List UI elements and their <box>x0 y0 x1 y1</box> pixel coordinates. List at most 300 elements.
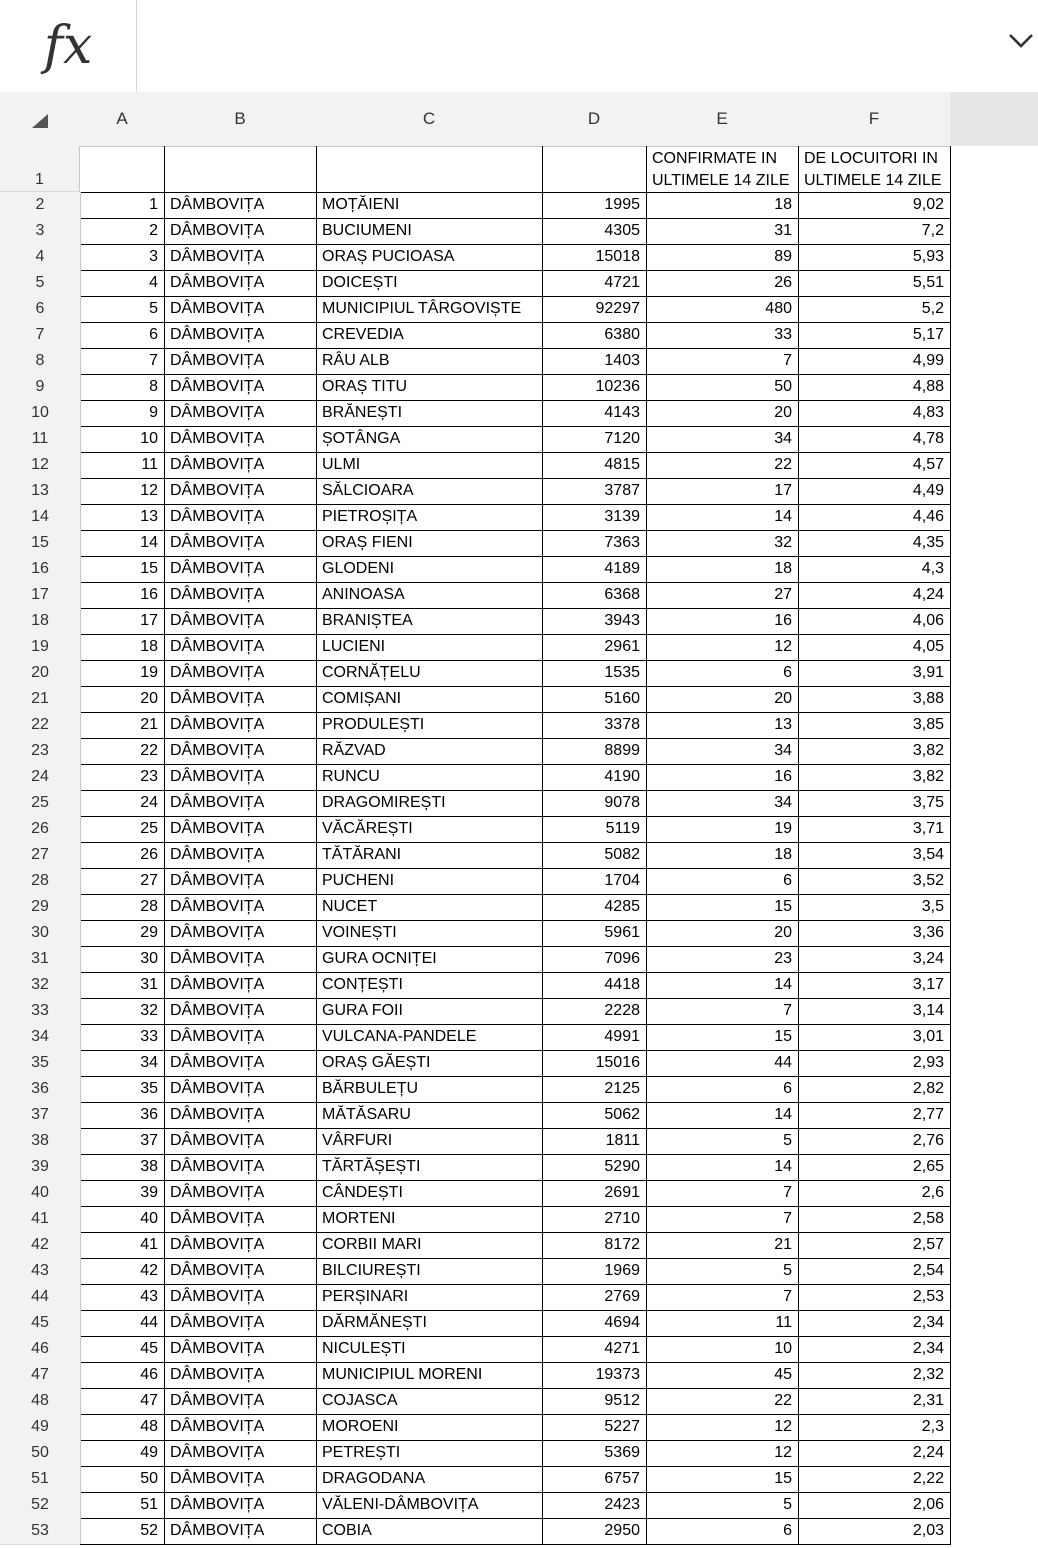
table-cell[interactable]: 34 <box>646 426 799 453</box>
row-header[interactable]: 51 <box>0 1466 81 1493</box>
row-header[interactable]: 25 <box>0 790 81 817</box>
table-cell[interactable]: DÂMBOVIȚA <box>164 868 317 895</box>
table-cell[interactable]: 17 <box>646 478 799 505</box>
table-cell[interactable]: DÂMBOVIȚA <box>164 374 317 401</box>
table-cell[interactable]: DÂMBOVIȚA <box>164 452 317 479</box>
formula-input[interactable] <box>137 0 987 92</box>
table-cell[interactable]: 7 <box>80 348 165 375</box>
table-cell[interactable]: 3,52 <box>798 868 951 895</box>
table-cell[interactable]: 4 <box>80 270 165 297</box>
table-cell[interactable]: 4305 <box>542 218 647 245</box>
table-cell[interactable]: 89 <box>646 244 799 271</box>
table-cell[interactable]: 12 <box>646 634 799 661</box>
table-cell[interactable]: 36 <box>80 1102 165 1129</box>
table-cell[interactable]: DÂMBOVIȚA <box>164 1102 317 1129</box>
table-cell[interactable]: 20 <box>80 686 165 713</box>
table-cell[interactable]: MUNICIPIUL MORENI <box>316 1362 543 1389</box>
table-cell[interactable]: 2691 <box>542 1180 647 1207</box>
table-cell[interactable]: DÂMBOVIȚA <box>164 634 317 661</box>
chevron-down-icon[interactable] <box>1004 24 1038 58</box>
row-header[interactable]: 3 <box>0 218 81 245</box>
table-cell[interactable]: ANINOASA <box>316 582 543 609</box>
table-cell[interactable]: 4,99 <box>798 348 951 375</box>
table-cell[interactable]: VĂCĂREȘTI <box>316 816 543 843</box>
row-header[interactable]: 28 <box>0 868 81 895</box>
row-header[interactable]: 40 <box>0 1180 81 1207</box>
table-cell[interactable]: VÂRFURI <box>316 1128 543 1155</box>
row-header[interactable]: 34 <box>0 1024 81 1051</box>
table-cell[interactable]: SĂLCIOARA <box>316 478 543 505</box>
row-header[interactable]: 16 <box>0 556 81 583</box>
table-cell[interactable]: DÂMBOVIȚA <box>164 218 317 245</box>
table-cell[interactable]: DÂMBOVIȚA <box>164 478 317 505</box>
table-cell[interactable]: ULMI <box>316 452 543 479</box>
table-cell[interactable]: 2,06 <box>798 1492 951 1519</box>
table-cell[interactable]: 3,01 <box>798 1024 951 1051</box>
table-cell[interactable]: DÂMBOVIȚA <box>164 296 317 323</box>
table-cell[interactable]: 43 <box>80 1284 165 1311</box>
table-cell[interactable]: 5082 <box>542 842 647 869</box>
row-header[interactable]: 22 <box>0 712 81 739</box>
table-cell[interactable]: 18 <box>646 192 799 219</box>
table-cell[interactable]: VULCANA-PANDELE <box>316 1024 543 1051</box>
table-cell[interactable]: 8172 <box>542 1232 647 1259</box>
table-cell[interactable]: DÂMBOVIȚA <box>164 608 317 635</box>
table-cell[interactable]: DÂMBOVIȚA <box>164 1024 317 1051</box>
row-header[interactable]: 39 <box>0 1154 81 1181</box>
table-cell[interactable]: 37 <box>80 1128 165 1155</box>
table-cell[interactable]: DÂMBOVIȚA <box>164 816 317 843</box>
table-cell[interactable]: 2,3 <box>798 1414 951 1441</box>
table-cell[interactable]: 2,54 <box>798 1258 951 1285</box>
table-cell[interactable]: 21 <box>646 1232 799 1259</box>
table-cell[interactable]: 50 <box>646 374 799 401</box>
row-header[interactable]: 13 <box>0 478 81 505</box>
table-cell[interactable]: 5369 <box>542 1440 647 1467</box>
table-cell[interactable]: 1995 <box>542 192 647 219</box>
table-cell[interactable]: 4,24 <box>798 582 951 609</box>
table-cell[interactable]: 14 <box>80 530 165 557</box>
row-header[interactable]: 45 <box>0 1310 81 1337</box>
table-cell[interactable]: 4991 <box>542 1024 647 1051</box>
table-cell[interactable]: 14 <box>646 1102 799 1129</box>
table-cell[interactable]: 15 <box>646 1024 799 1051</box>
table-cell[interactable]: DÂMBOVIȚA <box>164 738 317 765</box>
table-cell[interactable]: MOROENI <box>316 1414 543 1441</box>
row-header[interactable]: 43 <box>0 1258 81 1285</box>
table-cell[interactable]: 11 <box>80 452 165 479</box>
table-cell[interactable]: DÂMBOVIȚA <box>164 582 317 609</box>
table-cell[interactable]: DÂMBOVIȚA <box>164 504 317 531</box>
table-cell[interactable]: 41 <box>80 1232 165 1259</box>
table-cell[interactable]: 2,53 <box>798 1284 951 1311</box>
table-cell[interactable]: 30 <box>80 946 165 973</box>
table-cell[interactable]: PERȘINARI <box>316 1284 543 1311</box>
table-cell[interactable]: DÂMBOVIȚA <box>164 998 317 1025</box>
table-cell[interactable]: 13 <box>80 504 165 531</box>
table-cell[interactable]: 7 <box>646 348 799 375</box>
table-cell[interactable]: 27 <box>646 582 799 609</box>
table-cell[interactable]: 4721 <box>542 270 647 297</box>
header-cell-f[interactable]: DE LOCUITORI IN ULTIMELE 14 ZILE <box>798 146 951 193</box>
table-cell[interactable]: 3,82 <box>798 764 951 791</box>
table-cell[interactable]: 51 <box>80 1492 165 1519</box>
table-cell[interactable]: 15 <box>646 1466 799 1493</box>
row-header[interactable]: 8 <box>0 348 81 375</box>
table-cell[interactable]: PUCHENI <box>316 868 543 895</box>
table-cell[interactable]: 3,82 <box>798 738 951 765</box>
table-cell[interactable]: 14 <box>646 1154 799 1181</box>
table-cell[interactable]: 6380 <box>542 322 647 349</box>
table-cell[interactable]: DÂMBOVIȚA <box>164 426 317 453</box>
table-cell[interactable]: 15 <box>646 894 799 921</box>
table-cell[interactable]: DÂMBOVIȚA <box>164 1310 317 1337</box>
table-cell[interactable]: 4285 <box>542 894 647 921</box>
row-header[interactable]: 49 <box>0 1414 81 1441</box>
table-cell[interactable]: 3,71 <box>798 816 951 843</box>
table-cell[interactable]: BRĂNEȘTI <box>316 400 543 427</box>
table-cell[interactable]: 4189 <box>542 556 647 583</box>
table-cell[interactable]: 2,58 <box>798 1206 951 1233</box>
table-cell[interactable]: 7120 <box>542 426 647 453</box>
table-cell[interactable]: 44 <box>80 1310 165 1337</box>
table-cell[interactable]: 2950 <box>542 1518 647 1545</box>
table-cell[interactable]: 12 <box>646 1440 799 1467</box>
table-cell[interactable]: CREVEDIA <box>316 322 543 349</box>
table-cell[interactable]: 2,32 <box>798 1362 951 1389</box>
table-cell[interactable]: 4,83 <box>798 400 951 427</box>
table-cell[interactable]: DÂMBOVIȚA <box>164 660 317 687</box>
row-header[interactable]: 27 <box>0 842 81 869</box>
table-cell[interactable]: 10236 <box>542 374 647 401</box>
table-cell[interactable]: 480 <box>646 296 799 323</box>
table-cell[interactable]: NICULEȘTI <box>316 1336 543 1363</box>
table-cell[interactable]: CÂNDEȘTI <box>316 1180 543 1207</box>
table-cell[interactable]: 29 <box>80 920 165 947</box>
table-cell[interactable]: 3 <box>80 244 165 271</box>
table-cell[interactable]: 4815 <box>542 452 647 479</box>
table-cell[interactable]: 19373 <box>542 1362 647 1389</box>
table-cell[interactable]: DÂMBOVIȚA <box>164 1050 317 1077</box>
table-cell[interactable]: 6 <box>646 660 799 687</box>
row-header[interactable]: 38 <box>0 1128 81 1155</box>
table-cell[interactable]: 5119 <box>542 816 647 843</box>
table-cell[interactable]: NUCET <box>316 894 543 921</box>
table-cell[interactable]: 22 <box>646 452 799 479</box>
table-cell[interactable]: 3,24 <box>798 946 951 973</box>
table-cell[interactable]: CONȚEȘTI <box>316 972 543 999</box>
row-header[interactable]: 35 <box>0 1050 81 1077</box>
table-cell[interactable]: DÂMBOVIȚA <box>164 322 317 349</box>
table-cell[interactable]: 2125 <box>542 1076 647 1103</box>
table-cell[interactable]: 11 <box>646 1310 799 1337</box>
row-header[interactable]: 14 <box>0 504 81 531</box>
table-cell[interactable]: DÂMBOVIȚA <box>164 1336 317 1363</box>
table-cell[interactable]: DÂMBOVIȚA <box>164 1362 317 1389</box>
table-cell[interactable]: 22 <box>646 1388 799 1415</box>
table-cell[interactable]: 10 <box>646 1336 799 1363</box>
table-cell[interactable]: DÂMBOVIȚA <box>164 556 317 583</box>
table-cell[interactable]: CORBII MARI <box>316 1232 543 1259</box>
table-cell[interactable]: 8 <box>80 374 165 401</box>
table-cell[interactable]: 7 <box>646 998 799 1025</box>
table-cell[interactable]: 5 <box>646 1258 799 1285</box>
column-header-d[interactable]: D <box>542 92 647 147</box>
row-header[interactable]: 48 <box>0 1388 81 1415</box>
row-header[interactable]: 17 <box>0 582 81 609</box>
table-cell[interactable]: GURA OCNIȚEI <box>316 946 543 973</box>
table-cell[interactable]: 16 <box>80 582 165 609</box>
table-cell[interactable]: 5,51 <box>798 270 951 297</box>
table-cell[interactable]: RUNCU <box>316 764 543 791</box>
table-cell[interactable]: PIETROȘIȚA <box>316 504 543 531</box>
row-header[interactable]: 52 <box>0 1492 81 1519</box>
table-cell[interactable]: 50 <box>80 1466 165 1493</box>
table-cell[interactable]: DÂMBOVIȚA <box>164 1492 317 1519</box>
table-cell[interactable]: 2,31 <box>798 1388 951 1415</box>
table-cell[interactable]: 9,02 <box>798 192 951 219</box>
table-cell[interactable]: DÂMBOVIȚA <box>164 192 317 219</box>
table-cell[interactable]: PETREȘTI <box>316 1440 543 1467</box>
table-cell[interactable]: 33 <box>80 1024 165 1051</box>
table-cell[interactable]: 3,14 <box>798 998 951 1025</box>
row-header[interactable]: 10 <box>0 400 81 427</box>
row-header[interactable]: 41 <box>0 1206 81 1233</box>
table-cell[interactable]: 5 <box>646 1128 799 1155</box>
table-cell[interactable]: 24 <box>80 790 165 817</box>
table-cell[interactable]: DÂMBOVIȚA <box>164 712 317 739</box>
table-cell[interactable]: DÂMBOVIȚA <box>164 1180 317 1207</box>
table-cell[interactable]: 5,2 <box>798 296 951 323</box>
table-cell[interactable]: 3,91 <box>798 660 951 687</box>
column-header-f[interactable]: F <box>798 92 951 147</box>
header-cell-c[interactable] <box>316 146 543 193</box>
row-header[interactable]: 42 <box>0 1232 81 1259</box>
table-cell[interactable]: DÂMBOVIȚA <box>164 946 317 973</box>
table-cell[interactable]: 5961 <box>542 920 647 947</box>
table-cell[interactable]: 20 <box>646 686 799 713</box>
select-all-corner[interactable] <box>0 92 81 147</box>
table-cell[interactable]: 4,46 <box>798 504 951 531</box>
table-cell[interactable]: GURA FOII <box>316 998 543 1025</box>
column-header-next[interactable] <box>950 92 1038 149</box>
table-cell[interactable]: 1811 <box>542 1128 647 1155</box>
table-cell[interactable]: 7096 <box>542 946 647 973</box>
table-cell[interactable]: 8899 <box>542 738 647 765</box>
table-cell[interactable]: CORNĂȚELU <box>316 660 543 687</box>
table-cell[interactable]: BUCIUMENI <box>316 218 543 245</box>
table-cell[interactable]: 38 <box>80 1154 165 1181</box>
table-cell[interactable]: VOINEȘTI <box>316 920 543 947</box>
table-cell[interactable]: BRANIȘTEA <box>316 608 543 635</box>
table-cell[interactable]: 2,34 <box>798 1336 951 1363</box>
table-cell[interactable]: 17 <box>80 608 165 635</box>
table-cell[interactable]: 31 <box>646 218 799 245</box>
table-cell[interactable]: MĂTĂSARU <box>316 1102 543 1129</box>
table-cell[interactable]: COJASCA <box>316 1388 543 1415</box>
table-cell[interactable]: RÂU ALB <box>316 348 543 375</box>
table-cell[interactable]: ȘOTÂNGA <box>316 426 543 453</box>
row-header[interactable]: 9 <box>0 374 81 401</box>
table-cell[interactable]: TĂRTĂȘEȘTI <box>316 1154 543 1181</box>
row-header[interactable]: 2 <box>0 192 81 219</box>
row-header[interactable]: 47 <box>0 1362 81 1389</box>
table-cell[interactable]: 1969 <box>542 1258 647 1285</box>
table-cell[interactable]: DRAGOMIREȘTI <box>316 790 543 817</box>
table-cell[interactable]: 3,75 <box>798 790 951 817</box>
table-cell[interactable]: 5 <box>80 296 165 323</box>
table-cell[interactable]: 4,57 <box>798 452 951 479</box>
table-cell[interactable]: 3,54 <box>798 842 951 869</box>
table-cell[interactable]: 2228 <box>542 998 647 1025</box>
table-cell[interactable]: 2710 <box>542 1206 647 1233</box>
table-cell[interactable]: 2 <box>80 218 165 245</box>
table-cell[interactable]: 14 <box>646 972 799 999</box>
table-cell[interactable]: DÂMBOVIȚA <box>164 972 317 999</box>
table-cell[interactable]: 6757 <box>542 1466 647 1493</box>
table-cell[interactable]: 7 <box>646 1180 799 1207</box>
row-header[interactable]: 24 <box>0 764 81 791</box>
table-cell[interactable]: 1535 <box>542 660 647 687</box>
table-cell[interactable]: 4,06 <box>798 608 951 635</box>
table-cell[interactable]: 35 <box>80 1076 165 1103</box>
table-cell[interactable]: DÂMBOVIȚA <box>164 270 317 297</box>
table-cell[interactable]: 31 <box>80 972 165 999</box>
table-cell[interactable]: 15018 <box>542 244 647 271</box>
table-cell[interactable]: DOICEȘTI <box>316 270 543 297</box>
row-header[interactable]: 30 <box>0 920 81 947</box>
table-cell[interactable]: 4190 <box>542 764 647 791</box>
row-header[interactable]: 37 <box>0 1102 81 1129</box>
row-header[interactable]: 33 <box>0 998 81 1025</box>
table-cell[interactable]: VĂLENI-DÂMBOVIȚA <box>316 1492 543 1519</box>
table-cell[interactable]: 2,93 <box>798 1050 951 1077</box>
row-header[interactable]: 46 <box>0 1336 81 1363</box>
table-cell[interactable]: 21 <box>80 712 165 739</box>
table-cell[interactable]: 32 <box>80 998 165 1025</box>
table-cell[interactable]: 42 <box>80 1258 165 1285</box>
row-header[interactable]: 12 <box>0 452 81 479</box>
table-cell[interactable]: 7,2 <box>798 218 951 245</box>
table-cell[interactable]: DĂRMĂNEȘTI <box>316 1310 543 1337</box>
table-cell[interactable]: 46 <box>80 1362 165 1389</box>
table-cell[interactable]: GLODENI <box>316 556 543 583</box>
header-cell-e[interactable]: CONFIRMATE IN ULTIMELE 14 ZILE <box>646 146 799 193</box>
table-cell[interactable]: LUCIENI <box>316 634 543 661</box>
table-cell[interactable]: DÂMBOVIȚA <box>164 764 317 791</box>
table-cell[interactable]: 26 <box>80 842 165 869</box>
table-cell[interactable]: 3,17 <box>798 972 951 999</box>
table-cell[interactable]: 2,77 <box>798 1102 951 1129</box>
table-cell[interactable]: 34 <box>80 1050 165 1077</box>
table-cell[interactable]: DÂMBOVIȚA <box>164 348 317 375</box>
table-cell[interactable]: 45 <box>80 1336 165 1363</box>
table-cell[interactable]: 25 <box>80 816 165 843</box>
table-cell[interactable]: 1704 <box>542 868 647 895</box>
table-cell[interactable]: COBIA <box>316 1518 543 1545</box>
table-cell[interactable]: 92297 <box>542 296 647 323</box>
table-cell[interactable]: DÂMBOVIȚA <box>164 894 317 921</box>
table-cell[interactable]: DÂMBOVIȚA <box>164 1206 317 1233</box>
row-header[interactable]: 7 <box>0 322 81 349</box>
table-cell[interactable]: PRODULEȘTI <box>316 712 543 739</box>
table-cell[interactable]: 6368 <box>542 582 647 609</box>
table-cell[interactable]: ORAȘ TITU <box>316 374 543 401</box>
table-cell[interactable]: 7 <box>646 1206 799 1233</box>
table-cell[interactable]: 4694 <box>542 1310 647 1337</box>
table-cell[interactable]: ORAȘ PUCIOASA <box>316 244 543 271</box>
table-cell[interactable]: 4,05 <box>798 634 951 661</box>
table-cell[interactable]: 6 <box>646 1518 799 1545</box>
table-cell[interactable]: 45 <box>646 1362 799 1389</box>
row-header[interactable]: 11 <box>0 426 81 453</box>
table-cell[interactable]: 4,88 <box>798 374 951 401</box>
table-cell[interactable]: DRAGODANA <box>316 1466 543 1493</box>
table-cell[interactable]: 2,6 <box>798 1180 951 1207</box>
table-cell[interactable]: 26 <box>646 270 799 297</box>
table-cell[interactable]: 2423 <box>542 1492 647 1519</box>
table-cell[interactable]: 4418 <box>542 972 647 999</box>
table-cell[interactable]: 15016 <box>542 1050 647 1077</box>
table-cell[interactable]: DÂMBOVIȚA <box>164 530 317 557</box>
table-cell[interactable]: 18 <box>646 556 799 583</box>
table-cell[interactable]: 4,3 <box>798 556 951 583</box>
table-cell[interactable]: 47 <box>80 1388 165 1415</box>
table-cell[interactable]: 19 <box>646 816 799 843</box>
table-cell[interactable]: 3,5 <box>798 894 951 921</box>
column-header-b[interactable]: B <box>164 92 317 147</box>
table-cell[interactable]: 3378 <box>542 712 647 739</box>
row-header[interactable]: 23 <box>0 738 81 765</box>
table-cell[interactable]: 4143 <box>542 400 647 427</box>
table-cell[interactable]: 3943 <box>542 608 647 635</box>
table-cell[interactable]: BĂRBULEȚU <box>316 1076 543 1103</box>
row-header[interactable]: 1 <box>0 146 80 192</box>
table-cell[interactable]: 52 <box>80 1518 165 1545</box>
table-cell[interactable]: DÂMBOVIȚA <box>164 1076 317 1103</box>
table-cell[interactable]: 4,78 <box>798 426 951 453</box>
table-cell[interactable]: COMIȘANI <box>316 686 543 713</box>
row-header[interactable]: 5 <box>0 270 81 297</box>
table-cell[interactable]: 13 <box>646 712 799 739</box>
header-cell-b[interactable] <box>164 146 317 193</box>
table-cell[interactable]: DÂMBOVIȚA <box>164 790 317 817</box>
table-cell[interactable]: 20 <box>646 400 799 427</box>
row-header[interactable]: 21 <box>0 686 81 713</box>
table-cell[interactable]: 9078 <box>542 790 647 817</box>
table-cell[interactable]: DÂMBOVIȚA <box>164 1440 317 1467</box>
table-cell[interactable]: DÂMBOVIȚA <box>164 920 317 947</box>
row-header[interactable]: 31 <box>0 946 81 973</box>
table-cell[interactable]: 3,36 <box>798 920 951 947</box>
table-cell[interactable]: DÂMBOVIȚA <box>164 1284 317 1311</box>
row-header[interactable]: 4 <box>0 244 81 271</box>
table-cell[interactable]: ORAȘ GĂEȘTI <box>316 1050 543 1077</box>
table-cell[interactable]: 22 <box>80 738 165 765</box>
row-header[interactable]: 18 <box>0 608 81 635</box>
table-cell[interactable]: TĂTĂRANI <box>316 842 543 869</box>
table-cell[interactable]: 12 <box>646 1414 799 1441</box>
table-cell[interactable]: DÂMBOVIȚA <box>164 1388 317 1415</box>
table-cell[interactable]: DÂMBOVIȚA <box>164 1466 317 1493</box>
header-cell-a[interactable] <box>80 146 165 193</box>
table-cell[interactable]: 2,24 <box>798 1440 951 1467</box>
table-cell[interactable]: DÂMBOVIȚA <box>164 1128 317 1155</box>
column-header-c[interactable]: C <box>316 92 543 147</box>
table-cell[interactable]: DÂMBOVIȚA <box>164 244 317 271</box>
table-cell[interactable]: 1403 <box>542 348 647 375</box>
table-cell[interactable]: 2,22 <box>798 1466 951 1493</box>
